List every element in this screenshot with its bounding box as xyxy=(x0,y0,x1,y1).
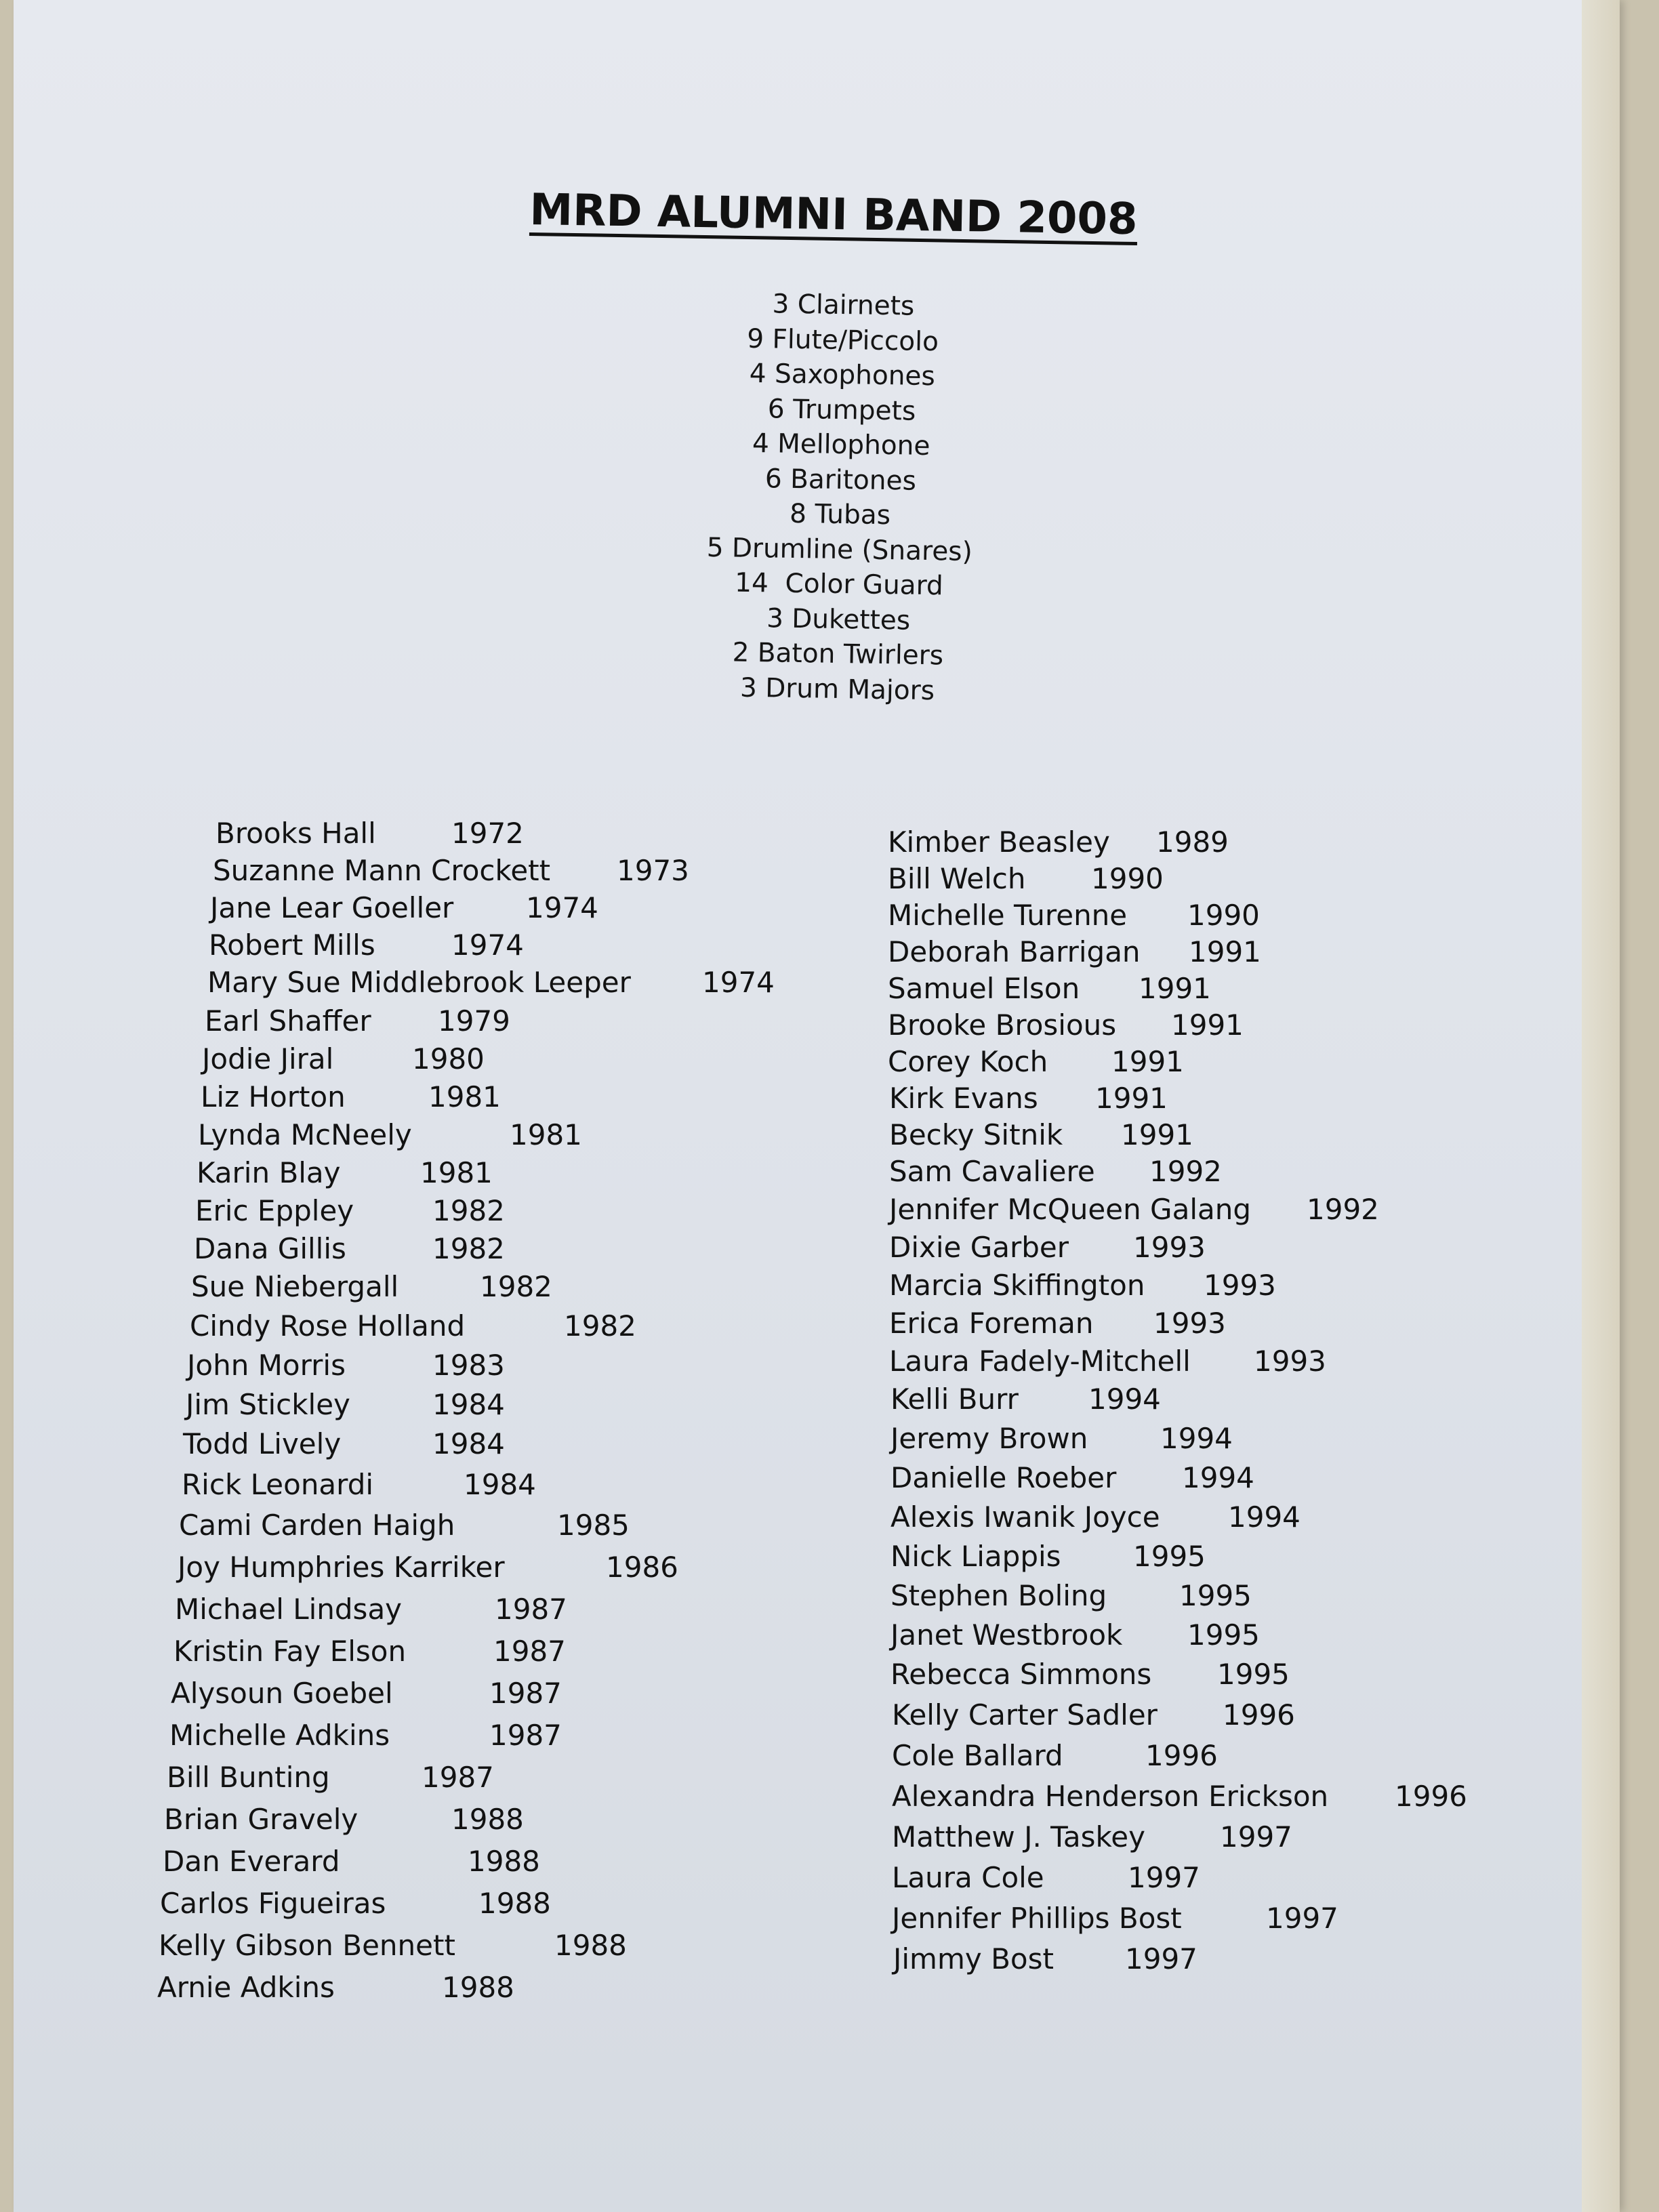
alumni-name: Janet Westbrook xyxy=(890,1618,1123,1652)
alumni-name: Jennifer McQueen Galang xyxy=(889,1193,1252,1226)
alumni-name: Marcia Skiffington xyxy=(889,1269,1145,1302)
alumni-year: 1993 xyxy=(1153,1307,1226,1340)
alumni-year: 1992 xyxy=(1307,1193,1379,1226)
alumni-name: Rick Leonardi xyxy=(182,1468,374,1501)
alumni-name: Laura Cole xyxy=(892,1861,1044,1894)
alumni-name: Matthew J. Taskey xyxy=(892,1820,1146,1853)
alumni-name: Corey Koch xyxy=(888,1045,1048,1078)
alumni-name: Carlos Figueiras xyxy=(160,1887,386,1920)
alumni-name: Bill Bunting xyxy=(167,1761,330,1794)
alumni-year: 1981 xyxy=(420,1156,493,1189)
alumni-year: 1991 xyxy=(1121,1118,1193,1151)
alumni-year: 1982 xyxy=(480,1270,552,1303)
alumni-year: 1995 xyxy=(1187,1618,1260,1652)
section-count: 5 Drumline (Snares) xyxy=(706,532,973,567)
alumni-year: 1985 xyxy=(557,1509,630,1542)
alumni-year: 1983 xyxy=(432,1349,505,1382)
alumni-name: Cindy Rose Holland xyxy=(190,1309,466,1343)
alumni-name: Bill Welch xyxy=(888,862,1026,895)
alumni-year: 1991 xyxy=(1139,972,1211,1005)
alumni-year: 1996 xyxy=(1145,1739,1218,1772)
alumni-year: 1991 xyxy=(1189,935,1261,968)
section-count: 3 Dukettes xyxy=(766,602,911,636)
alumni-year: 1979 xyxy=(438,1004,510,1038)
alumni-year: 1988 xyxy=(478,1887,551,1920)
alumni-year: 1993 xyxy=(1133,1231,1206,1264)
alumni-name: Kelli Burr xyxy=(890,1382,1019,1416)
alumni-name: Brooks Hall xyxy=(216,817,376,850)
alumni-name: Nick Liappis xyxy=(890,1540,1061,1573)
alumni-year: 1984 xyxy=(432,1427,505,1460)
alumni-name: Jim Stickley xyxy=(186,1388,350,1421)
alumni-year: 1988 xyxy=(468,1845,540,1878)
alumni-name: Stephen Boling xyxy=(890,1579,1107,1612)
alumni-year: 1982 xyxy=(432,1194,505,1227)
alumni-year: 1987 xyxy=(489,1677,562,1710)
alumni-year: 1987 xyxy=(493,1635,566,1668)
alumni-year: 1988 xyxy=(451,1803,524,1836)
alumni-year: 1990 xyxy=(1091,862,1164,895)
alumni-name: Cole Ballard xyxy=(892,1739,1063,1772)
section-count: 3 Clairnets xyxy=(772,289,915,322)
alumni-name: Jodie Jiral xyxy=(202,1042,334,1076)
alumni-name: Dixie Garber xyxy=(889,1231,1069,1264)
alumni-year: 1995 xyxy=(1133,1540,1206,1573)
alumni-name: Rebecca Simmons xyxy=(890,1658,1152,1691)
alumni-year: 1995 xyxy=(1217,1658,1290,1691)
alumni-name: Mary Sue Middlebrook Leeper xyxy=(207,966,631,999)
alumni-year: 1994 xyxy=(1228,1500,1300,1534)
alumni-name: Jennifer Phillips Bost xyxy=(892,1902,1182,1935)
alumni-name: Dan Everard xyxy=(163,1845,340,1878)
alumni-name: Kimber Beasley xyxy=(888,825,1110,859)
alumni-name: Kirk Evans xyxy=(889,1082,1038,1115)
section-count: 3 Drum Majors xyxy=(739,672,935,706)
alumni-name: Alysoun Goebel xyxy=(171,1677,393,1710)
alumni-year: 1982 xyxy=(564,1309,636,1343)
alumni-name: Michelle Adkins xyxy=(169,1719,390,1752)
alumni-year: 1981 xyxy=(510,1118,582,1151)
alumni-year: 1972 xyxy=(451,817,524,850)
alumni-year: 1991 xyxy=(1171,1008,1244,1042)
alumni-year: 1988 xyxy=(554,1929,627,1962)
alumni-name: Joy Humphries Karriker xyxy=(178,1551,505,1584)
alumni-name: Arnie Adkins xyxy=(157,1971,335,2004)
page-title: MRD ALUMNI BAND 2008 xyxy=(529,184,1139,245)
alumni-year: 1987 xyxy=(495,1593,567,1626)
alumni-year: 1994 xyxy=(1088,1382,1161,1416)
alumni-year: 1996 xyxy=(1395,1780,1467,1813)
alumni-year: 1994 xyxy=(1160,1422,1233,1455)
alumni-year: 1997 xyxy=(1125,1942,1197,1975)
alumni-name: Liz Horton xyxy=(201,1080,346,1113)
alumni-year: 1987 xyxy=(489,1719,562,1752)
alumni-name: Michael Lindsay xyxy=(175,1593,403,1626)
alumni-name: Kelly Gibson Bennett xyxy=(159,1929,455,1962)
alumni-name: Dana Gillis xyxy=(194,1232,346,1265)
alumni-name: Karin Blay xyxy=(197,1156,341,1189)
alumni-name: Todd Lively xyxy=(183,1427,342,1460)
alumni-name: Danielle Roeber xyxy=(890,1461,1117,1494)
alumni-name: Laura Fadely-Mitchell xyxy=(889,1345,1191,1378)
alumni-name: Robert Mills xyxy=(209,928,375,962)
alumni-name: Earl Shaffer xyxy=(205,1004,371,1038)
alumni-year: 1987 xyxy=(422,1761,494,1794)
alumni-year: 1990 xyxy=(1187,899,1260,932)
section-count: 8 Tubas xyxy=(789,498,891,531)
alumni-name: Lynda McNeely xyxy=(198,1118,412,1151)
alumni-year: 1993 xyxy=(1254,1345,1326,1378)
alumni-year: 1981 xyxy=(428,1080,501,1113)
alumni-year: 1974 xyxy=(451,928,524,962)
alumni-name: Sam Cavaliere xyxy=(889,1155,1095,1188)
alumni-year: 1974 xyxy=(526,891,598,924)
alumni-year: 1994 xyxy=(1182,1461,1254,1494)
alumni-name: Suzanne Mann Crockett xyxy=(213,854,551,887)
alumni-year: 1980 xyxy=(412,1042,485,1076)
section-count: 9 Flute/Piccolo xyxy=(747,323,939,357)
alumni-year: 1991 xyxy=(1095,1082,1168,1115)
alumni-year: 1991 xyxy=(1111,1045,1184,1078)
alumni-name: Cami Carden Haigh xyxy=(179,1509,455,1542)
alumni-name: Brian Gravely xyxy=(164,1803,359,1836)
alumni-year: 1984 xyxy=(432,1388,505,1421)
alumni-year: 1973 xyxy=(617,854,689,887)
alumni-name: Jimmy Bost xyxy=(893,1942,1054,1975)
alumni-year: 1992 xyxy=(1149,1155,1222,1188)
alumni-year: 1996 xyxy=(1223,1698,1295,1732)
alumni-name: Michelle Turenne xyxy=(888,899,1128,932)
alumni-name: Jane Lear Goeller xyxy=(210,891,454,924)
alumni-year: 1993 xyxy=(1204,1269,1276,1302)
section-count: 14 Color Guard xyxy=(734,567,944,602)
section-count: 6 Baritones xyxy=(764,463,917,497)
alumni-year: 1988 xyxy=(442,1971,514,2004)
alumni-year: 1986 xyxy=(606,1551,678,1584)
alumni-year: 1995 xyxy=(1179,1579,1252,1612)
alumni-year: 1982 xyxy=(432,1232,505,1265)
alumni-name: Eric Eppley xyxy=(195,1194,354,1227)
alumni-name: Sue Niebergall xyxy=(191,1270,399,1303)
alumni-name: Kelly Carter Sadler xyxy=(892,1698,1158,1732)
alumni-year: 1974 xyxy=(702,966,775,999)
alumni-name: Becky Sitnik xyxy=(889,1118,1063,1151)
alumni-name: Alexis Iwanik Joyce xyxy=(890,1500,1160,1534)
alumni-name: Brooke Brosious xyxy=(888,1008,1117,1042)
alumni-name: John Morris xyxy=(187,1349,346,1382)
section-count: 6 Trumpets xyxy=(767,393,916,427)
alumni-name: Jeremy Brown xyxy=(890,1422,1088,1455)
alumni-name: Kristin Fay Elson xyxy=(173,1635,407,1668)
alumni-name: Samuel Elson xyxy=(888,972,1080,1005)
alumni-name: Deborah Barrigan xyxy=(888,935,1141,968)
alumni-year: 1989 xyxy=(1156,825,1229,859)
alumni-name: Alexandra Henderson Erickson xyxy=(892,1780,1329,1813)
alumni-name: Erica Foreman xyxy=(889,1307,1094,1340)
alumni-year: 1997 xyxy=(1128,1861,1200,1894)
section-count: 4 Mellophone xyxy=(752,428,930,462)
alumni-year: 1997 xyxy=(1220,1820,1292,1853)
section-count: 4 Saxophones xyxy=(749,358,936,392)
section-count: 2 Baton Twirlers xyxy=(732,637,944,672)
alumni-year: 1984 xyxy=(464,1468,536,1501)
alumni-year: 1997 xyxy=(1266,1902,1338,1935)
